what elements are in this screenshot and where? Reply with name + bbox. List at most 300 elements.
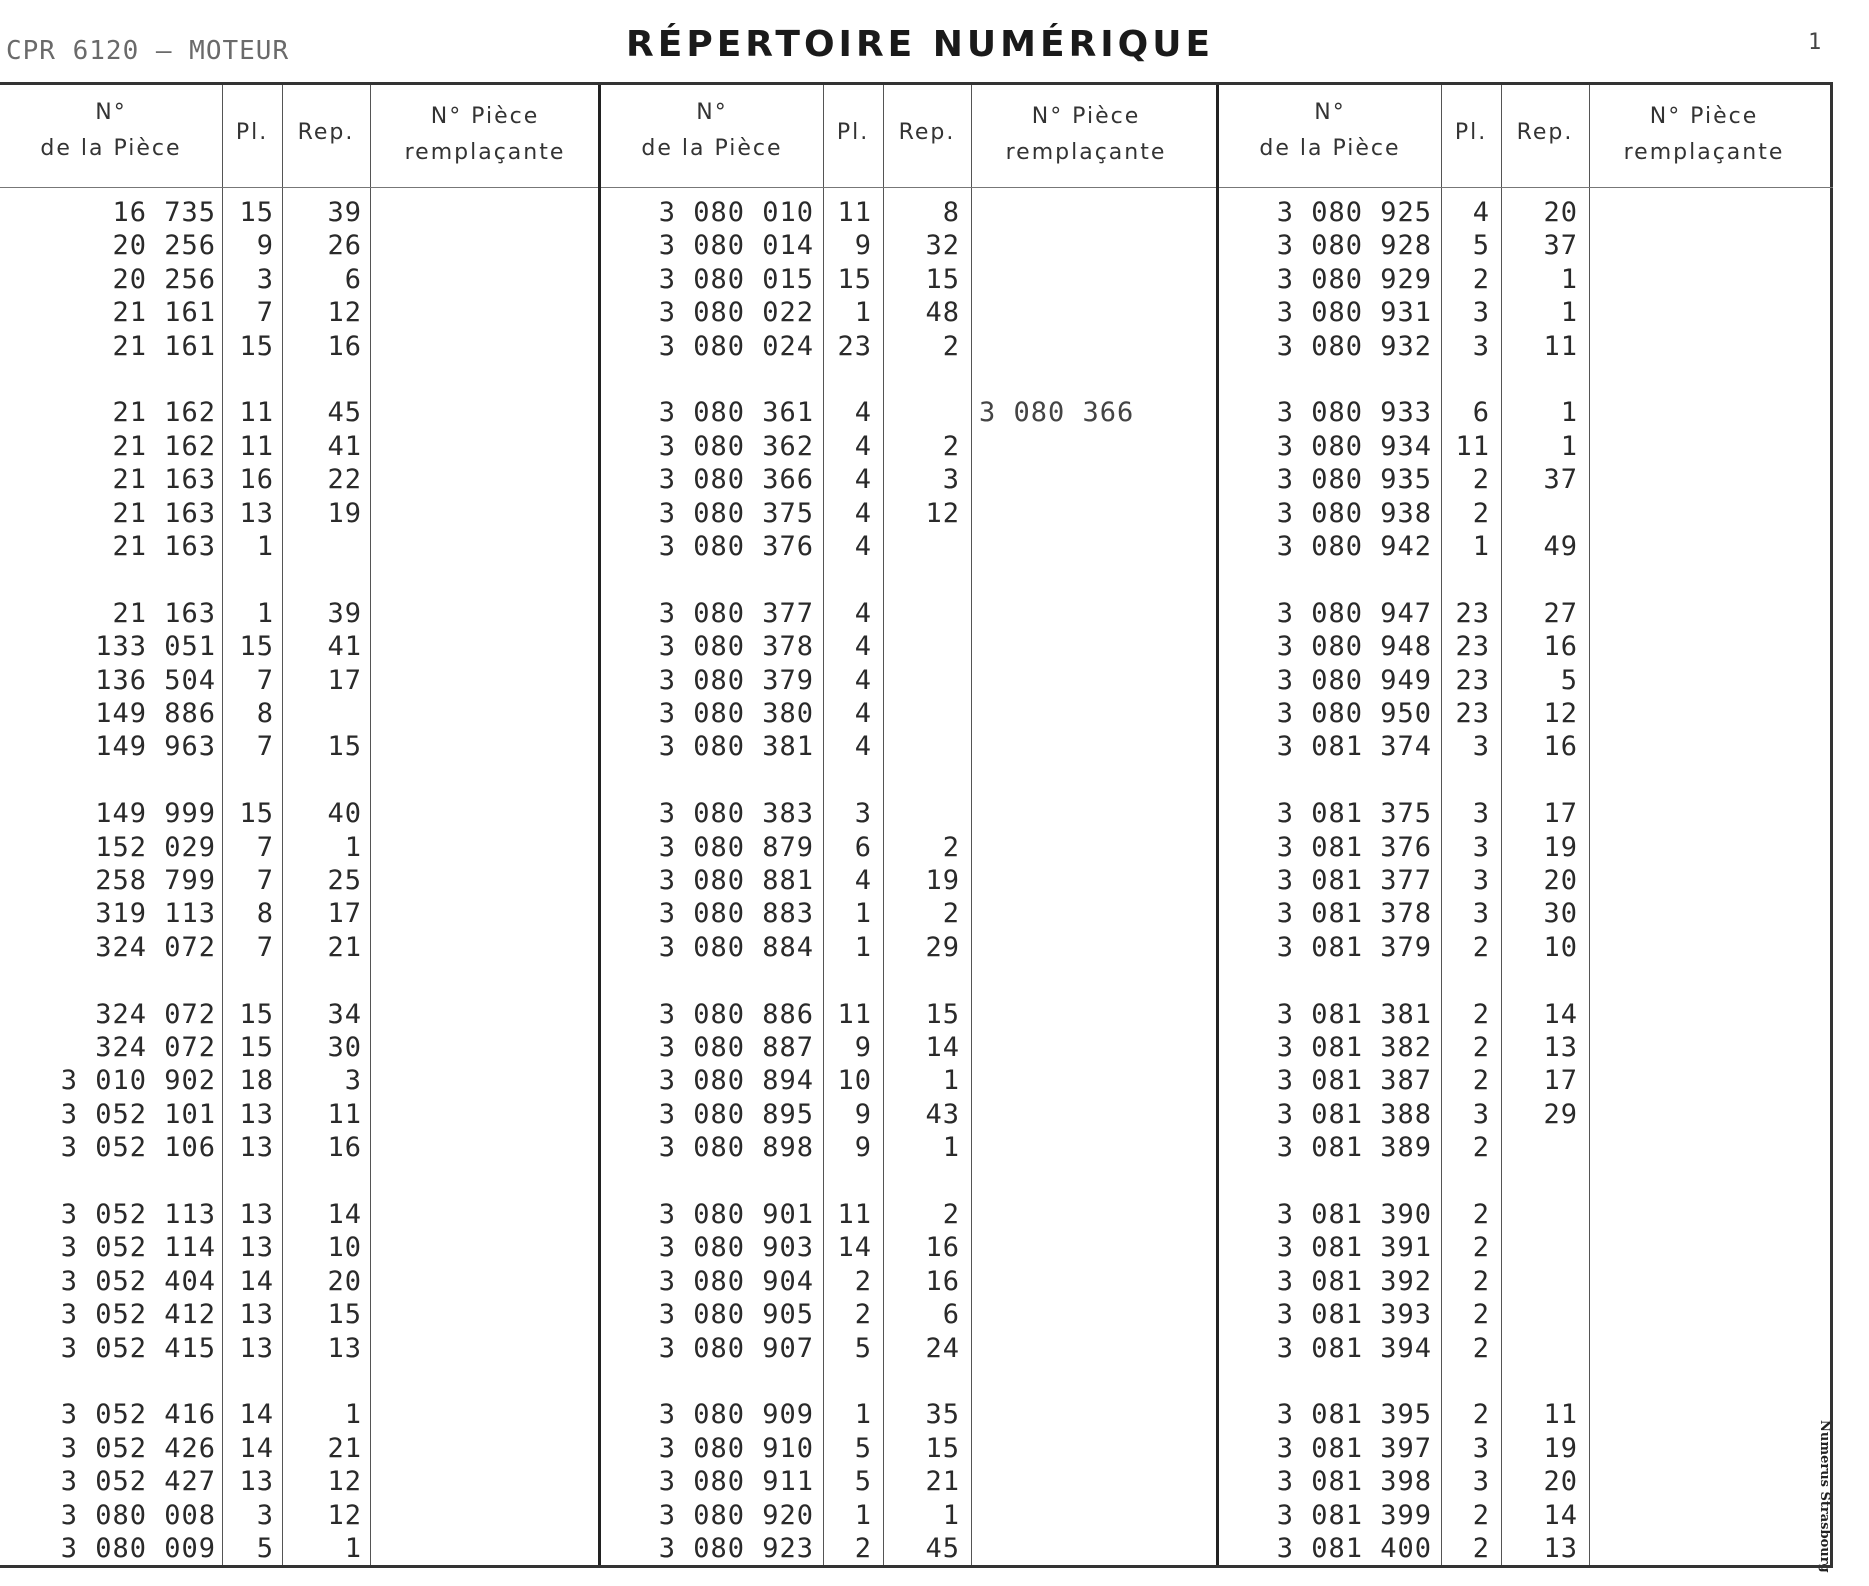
part-number: 3 081 392: [1276, 1265, 1432, 1297]
part-number: 3 080 907: [658, 1332, 814, 1364]
part-number: 3 080 933: [1276, 397, 1432, 429]
plate-number: 4: [854, 597, 872, 629]
reference-number: 13: [327, 1332, 362, 1364]
table-row: [1219, 865, 1833, 897]
reference-number: 45: [327, 397, 362, 429]
table-row: [601, 631, 1219, 663]
table-row: [1219, 431, 1833, 463]
table-row: [601, 297, 1219, 329]
table-row: [0, 598, 598, 630]
table-row: [601, 1266, 1219, 1298]
table-row: [1219, 264, 1833, 296]
plate-number: 4: [854, 731, 872, 763]
part-number: 3 081 377: [1276, 865, 1432, 896]
table-row: [1219, 297, 1833, 329]
part-number: 16 735: [112, 197, 216, 228]
table-row: [1219, 898, 1833, 930]
plate-number: 1: [854, 1499, 872, 1531]
reference-number: 35: [925, 1399, 960, 1431]
part-number: 3 080 905: [658, 1299, 814, 1331]
reference-number: 19: [925, 865, 960, 896]
reference-number: 10: [1543, 931, 1578, 963]
plate-number: 3: [1472, 831, 1490, 863]
reference-number: 21: [925, 1466, 960, 1498]
table-row: [1219, 1099, 1833, 1131]
reference-number: 2: [942, 1199, 960, 1230]
header-num-line2: de la Pièce: [1259, 136, 1401, 161]
part-number: 324 072: [95, 931, 216, 963]
table-row: [0, 1500, 598, 1532]
plate-number: 15: [239, 330, 274, 362]
part-number: 3 080 881: [658, 865, 814, 896]
plate-number: 2: [1472, 1132, 1490, 1164]
part-number: 3 080 362: [658, 430, 814, 462]
part-number: 21 161: [112, 330, 216, 362]
header-rep: Rep.: [898, 120, 956, 145]
plate-number: 2: [1472, 931, 1490, 963]
plate-number: 1: [256, 531, 274, 562]
reference-number: 2: [942, 330, 960, 362]
table-row: [601, 1533, 1219, 1565]
part-number: 21 163: [112, 597, 216, 629]
plate-number: 11: [837, 1199, 872, 1230]
plate-number: 13: [239, 1299, 274, 1331]
table-row: [0, 297, 598, 329]
part-number: 3 080 898: [658, 1132, 814, 1164]
header-repl-line1: N° Pièce: [430, 104, 540, 129]
plate-number: 13: [239, 1332, 274, 1364]
reference-number: 39: [327, 197, 362, 228]
table-row: [0, 898, 598, 930]
reference-number: 19: [327, 497, 362, 529]
table-row: [1219, 1533, 1833, 1565]
reference-number: 13: [1543, 1533, 1578, 1564]
table-row: [1219, 1065, 1833, 1097]
reference-number: 17: [1543, 1065, 1578, 1097]
header-rep: Rep.: [297, 120, 355, 145]
plate-number: 15: [239, 798, 274, 830]
plate-number: 7: [256, 664, 274, 696]
plate-number: 9: [854, 1032, 872, 1063]
part-number: 3 081 378: [1276, 898, 1432, 930]
table-row: [0, 631, 598, 663]
reference-number: 5: [1560, 664, 1578, 696]
plate-number: 11: [239, 430, 274, 462]
part-number: 3 080 884: [658, 931, 814, 963]
reference-number: 32: [925, 230, 960, 262]
part-number: 133 051: [95, 631, 216, 663]
table-row: [1219, 1232, 1833, 1264]
table-row: [601, 531, 1219, 563]
reference-number: 41: [327, 631, 362, 663]
part-number: 3 081 376: [1276, 831, 1432, 863]
part-number: 3 081 379: [1276, 931, 1432, 963]
reference-number: 20: [1543, 1466, 1578, 1498]
part-number: 324 072: [95, 998, 216, 1030]
plate-number: 2: [1472, 1199, 1490, 1230]
table-row: [0, 1466, 598, 1498]
header-repl-line2: remplaçante: [1623, 140, 1785, 165]
printer-mark: Numerus Strasbourg: [1817, 1420, 1832, 1573]
plate-number: 13: [239, 1098, 274, 1130]
table-row: [1219, 1433, 1833, 1465]
reference-number: 11: [1543, 330, 1578, 362]
table-row: [601, 932, 1219, 964]
part-number: 3 080 932: [1276, 330, 1432, 362]
reference-number: 29: [925, 931, 960, 963]
table-row: [601, 1132, 1219, 1164]
plate-number: 23: [1455, 664, 1490, 696]
plate-number: 2: [1472, 1533, 1490, 1564]
table-row: [601, 1433, 1219, 1465]
parts-table: [0, 82, 1833, 1568]
reference-number: 1: [942, 1499, 960, 1531]
part-number: 3 080 901: [658, 1199, 814, 1230]
table-row: [0, 698, 598, 730]
plate-number: 8: [256, 898, 274, 930]
table-row: [1219, 932, 1833, 964]
part-number: 3 081 400: [1276, 1533, 1432, 1564]
part-number: 3 081 395: [1276, 1399, 1432, 1431]
reference-number: 14: [327, 1199, 362, 1230]
reference-number: 12: [1543, 698, 1578, 729]
table-row: [1219, 397, 1833, 429]
reference-number: 15: [327, 731, 362, 763]
part-number: 3 080 928: [1276, 230, 1432, 262]
part-number: 3 080 375: [658, 497, 814, 529]
plate-number: 23: [837, 330, 872, 362]
part-number: 3 081 399: [1276, 1499, 1432, 1531]
part-number: 3 080 377: [658, 597, 814, 629]
plate-number: 23: [1455, 698, 1490, 729]
part-number: 3 080 910: [658, 1432, 814, 1464]
reference-number: 8: [942, 197, 960, 228]
plate-number: 15: [239, 1032, 274, 1063]
plate-number: 9: [854, 1132, 872, 1164]
plate-number: 4: [854, 698, 872, 729]
part-number: 3 080 925: [1276, 197, 1432, 228]
reference-number: 41: [327, 430, 362, 462]
table-row: [601, 1232, 1219, 1264]
part-number: 152 029: [95, 831, 216, 863]
table-row: [1219, 531, 1833, 563]
reference-number: 10: [327, 1232, 362, 1264]
table-row: [1219, 1199, 1833, 1231]
plate-number: 4: [1472, 197, 1490, 228]
reference-number: 19: [1543, 1432, 1578, 1464]
reference-number: 39: [327, 597, 362, 629]
table-row: [601, 832, 1219, 864]
plate-number: 4: [854, 430, 872, 462]
table-row: [601, 1500, 1219, 1532]
table-row: [601, 397, 1219, 429]
table-row: [601, 498, 1219, 530]
part-number: 3 081 390: [1276, 1199, 1432, 1230]
header-rule: [1219, 187, 1833, 188]
part-number: 3 080 903: [658, 1232, 814, 1264]
reference-number: 14: [925, 1032, 960, 1063]
table-row: [1219, 999, 1833, 1031]
reference-number: 17: [327, 664, 362, 696]
plate-number: 6: [1472, 397, 1490, 429]
part-number: 3 080 935: [1276, 464, 1432, 496]
table-row: [1219, 197, 1833, 229]
plate-number: 13: [239, 497, 274, 529]
part-number: 3 080 942: [1276, 531, 1432, 562]
part-number: 3 081 387: [1276, 1065, 1432, 1097]
plate-number: 13: [239, 1199, 274, 1230]
part-number: 3 080 024: [658, 330, 814, 362]
plate-number: 7: [256, 865, 274, 896]
table-row: [1219, 665, 1833, 697]
part-number: 3 080 015: [658, 263, 814, 295]
part-number: 3 080 883: [658, 898, 814, 930]
reference-number: 27: [1543, 597, 1578, 629]
table-row: [1219, 1466, 1833, 1498]
part-number: 3 052 415: [60, 1332, 216, 1364]
plate-number: 7: [256, 931, 274, 963]
plate-number: 1: [854, 297, 872, 329]
reference-number: 30: [1543, 898, 1578, 930]
table-row: [601, 331, 1219, 363]
plate-number: 2: [1472, 263, 1490, 295]
plate-number: 1: [854, 1399, 872, 1431]
table-row: [1219, 598, 1833, 630]
table-row: [0, 932, 598, 964]
plate-number: 1: [854, 898, 872, 930]
table-row: [601, 431, 1219, 463]
reference-number: 16: [1543, 731, 1578, 763]
table-row: [0, 1399, 598, 1431]
plate-number: 8: [256, 698, 274, 729]
plate-number: 15: [239, 197, 274, 228]
header-rule: [0, 187, 598, 188]
table-row: [0, 531, 598, 563]
reference-number: 11: [327, 1098, 362, 1130]
reference-number: 1: [1560, 430, 1578, 462]
part-number: 21 163: [112, 531, 216, 562]
part-number: 3 080 938: [1276, 497, 1432, 529]
reference-number: 21: [327, 931, 362, 963]
plate-number: 15: [239, 998, 274, 1030]
header-repl-line1: N° Pièce: [1649, 104, 1759, 129]
plate-number: 4: [854, 664, 872, 696]
part-number: 3 052 404: [60, 1265, 216, 1297]
reference-number: 26: [327, 230, 362, 262]
part-number: 3 081 398: [1276, 1466, 1432, 1498]
reference-number: 25: [327, 865, 362, 896]
plate-number: 3: [1472, 898, 1490, 930]
header-pl: Pl.: [1454, 120, 1488, 145]
table-row: [1219, 631, 1833, 663]
plate-number: 2: [1472, 998, 1490, 1030]
table-row: [601, 197, 1219, 229]
plate-number: 14: [239, 1399, 274, 1431]
reference-number: 1: [942, 1065, 960, 1097]
plate-number: 4: [854, 497, 872, 529]
part-number: 149 886: [95, 698, 216, 729]
reference-number: 17: [327, 898, 362, 930]
part-number: 3 080 911: [658, 1466, 814, 1498]
reference-number: 15: [925, 263, 960, 295]
header-repl-line2: remplaçante: [404, 140, 566, 165]
plate-number: 16: [239, 464, 274, 496]
part-number: 3 080 934: [1276, 430, 1432, 462]
table-row: [0, 999, 598, 1031]
part-number: 21 163: [112, 464, 216, 496]
reference-number: 1: [344, 1399, 362, 1431]
plate-number: 11: [1455, 430, 1490, 462]
part-number: 3 080 022: [658, 297, 814, 329]
plate-number: 10: [837, 1065, 872, 1097]
table-row: [601, 665, 1219, 697]
table-row: [0, 431, 598, 463]
table-row: [1219, 698, 1833, 730]
table-row: [601, 464, 1219, 496]
part-number: 3 052 416: [60, 1399, 216, 1431]
table-row: [601, 898, 1219, 930]
plate-number: 14: [239, 1265, 274, 1297]
plate-number: 11: [239, 397, 274, 429]
plate-number: 2: [1472, 1499, 1490, 1531]
table-row: [0, 1099, 598, 1131]
reference-number: 12: [925, 497, 960, 529]
plate-number: 13: [239, 1132, 274, 1164]
reference-number: 1: [1560, 297, 1578, 329]
part-number: 3 080 886: [658, 998, 814, 1030]
plate-number: 3: [256, 1499, 274, 1531]
table-row: [1219, 1399, 1833, 1431]
part-number: 3 080 950: [1276, 698, 1432, 729]
table-row: [0, 1132, 598, 1164]
part-number: 3 052 427: [60, 1466, 216, 1498]
header-num-line1: N°: [696, 100, 728, 125]
table-row: [601, 264, 1219, 296]
reference-number: 15: [925, 1432, 960, 1464]
plate-number: 1: [1472, 531, 1490, 562]
table-row: [601, 1399, 1219, 1431]
plate-number: 3: [1472, 1466, 1490, 1498]
plate-number: 13: [239, 1466, 274, 1498]
replacement-part-number: 3 080 366: [979, 397, 1135, 429]
part-number: 3 080 014: [658, 230, 814, 262]
table-row: [1219, 1500, 1833, 1532]
plate-number: 2: [1472, 497, 1490, 529]
table-row: [0, 1065, 598, 1097]
part-number: 3 081 374: [1276, 731, 1432, 763]
reference-number: 6: [344, 263, 362, 295]
part-number: 3 080 381: [658, 731, 814, 763]
part-number: 20 256: [112, 263, 216, 295]
reference-number: 14: [1543, 1499, 1578, 1531]
table-row: [0, 665, 598, 697]
plate-number: 9: [256, 230, 274, 262]
part-number: 3 080 380: [658, 698, 814, 729]
plate-number: 3: [1472, 297, 1490, 329]
reference-number: 19: [1543, 831, 1578, 863]
reference-number: 1: [1560, 263, 1578, 295]
part-number: 3 081 381: [1276, 998, 1432, 1030]
table-row: [1219, 1266, 1833, 1298]
table-row: [0, 1266, 598, 1298]
part-number: 3 080 009: [60, 1533, 216, 1564]
plate-number: 23: [1455, 631, 1490, 663]
reference-number: 37: [1543, 464, 1578, 496]
table-row: [1219, 1333, 1833, 1365]
table-row: [0, 464, 598, 496]
reference-number: 45: [925, 1533, 960, 1564]
table-row: [0, 865, 598, 897]
plate-number: 9: [854, 1098, 872, 1130]
part-number: 3 080 923: [658, 1533, 814, 1564]
part-number: 20 256: [112, 230, 216, 262]
reference-number: 43: [925, 1098, 960, 1130]
page-title: RÉPERTOIRE NUMÉRIQUE: [626, 24, 1215, 65]
plate-number: 2: [854, 1299, 872, 1331]
part-number: 3 080 010: [658, 197, 814, 228]
part-number: 3 080 383: [658, 798, 814, 830]
part-number: 3 052 113: [60, 1199, 216, 1230]
header-pl: Pl.: [235, 120, 269, 145]
reference-number: 1: [344, 1533, 362, 1564]
part-number: 3 080 949: [1276, 664, 1432, 696]
reference-number: 12: [327, 1499, 362, 1531]
table-row: [0, 798, 598, 830]
header-num-line1: N°: [95, 100, 127, 125]
table-row: [601, 731, 1219, 763]
table-row: [0, 1299, 598, 1331]
header-num-line1: N°: [1314, 100, 1346, 125]
reference-number: 34: [327, 998, 362, 1030]
header-pl: Pl.: [836, 120, 870, 145]
reference-number: 12: [327, 1466, 362, 1498]
table-row: [1219, 731, 1833, 763]
plate-number: 15: [837, 263, 872, 295]
reference-number: 2: [942, 898, 960, 930]
table-row: [0, 1533, 598, 1565]
plate-number: 14: [239, 1432, 274, 1464]
reference-number: 17: [1543, 798, 1578, 830]
table-row: [0, 331, 598, 363]
reference-number: 16: [1543, 631, 1578, 663]
part-number: 3 080 931: [1276, 297, 1432, 329]
table-row: [1219, 230, 1833, 262]
plate-number: 3: [1472, 330, 1490, 362]
reference-number: 20: [1543, 197, 1578, 228]
part-number: 149 963: [95, 731, 216, 763]
plate-number: 2: [1472, 1032, 1490, 1063]
plate-number: 2: [1472, 1265, 1490, 1297]
plate-number: 14: [837, 1232, 872, 1264]
table-row: [601, 1099, 1219, 1131]
plate-number: 1: [256, 597, 274, 629]
part-number: 324 072: [95, 1032, 216, 1063]
reference-number: 49: [1543, 531, 1578, 562]
plate-number: 5: [1472, 230, 1490, 262]
reference-number: 20: [327, 1265, 362, 1297]
reference-number: 20: [1543, 865, 1578, 896]
reference-number: 6: [942, 1299, 960, 1331]
part-number: 3 081 397: [1276, 1432, 1432, 1464]
part-number: 21 162: [112, 397, 216, 429]
plate-number: 4: [854, 531, 872, 562]
plate-number: 7: [256, 297, 274, 329]
plate-number: 3: [1472, 1432, 1490, 1464]
page-number: 1: [1808, 30, 1822, 55]
table-row: [601, 1466, 1219, 1498]
table-row: [601, 1032, 1219, 1064]
header-repl-line1: N° Pièce: [1031, 104, 1141, 129]
